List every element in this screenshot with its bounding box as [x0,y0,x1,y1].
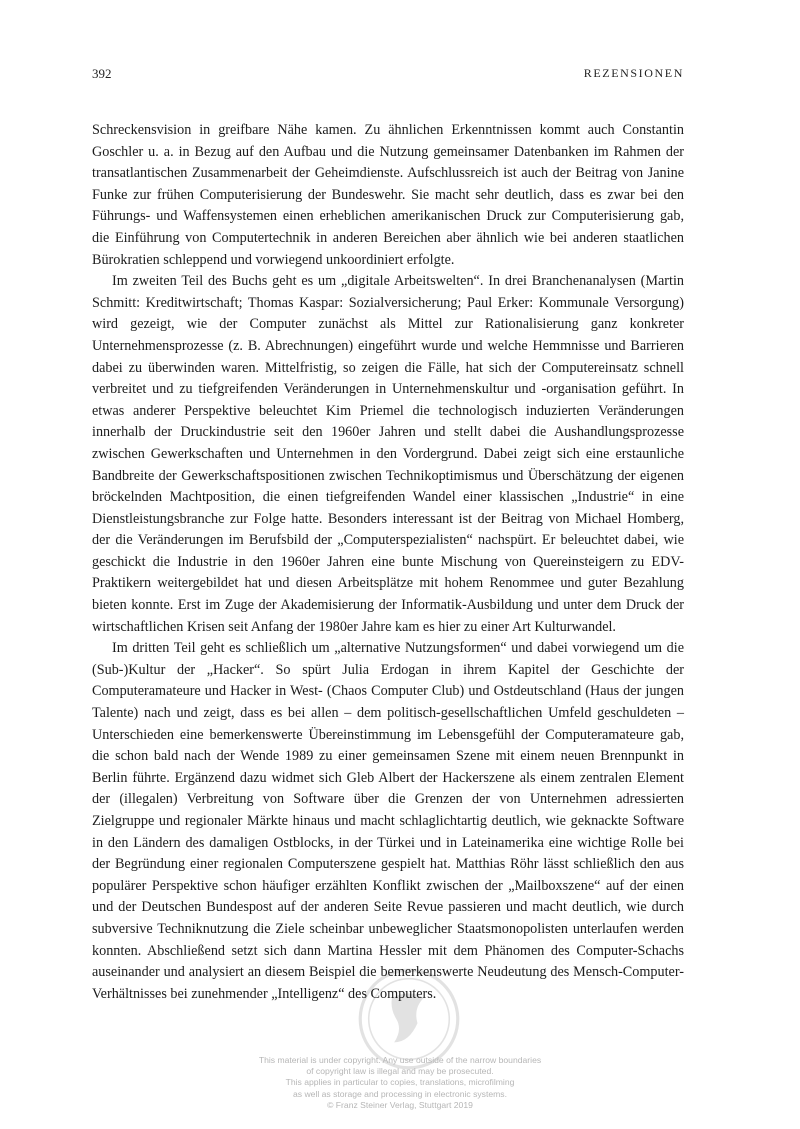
copyright-line: © Franz Steiner Verlag, Stuttgart 2019 [327,1099,473,1110]
page-number: 392 [92,66,112,81]
paragraph-3: Im dritten Teil geht es schließlich um „alternative Nutzungsformen“ und dabei vorwiegend um die (Sub-)Kultur der „Hacker“. So spürt Julia Erdogan in ihrem Kapitel der Geschichte der Computeramateure und Hacker in West- (Chaos Computer Club) und Ostdeutschland (Haus der jungen Talente) nach und zeigt, dass es bei allen – dem politisch-gesellschaftlichen Umfeld geschuldeten – Unterschieden eine bemerkenswerte Übereinstimmung im Lebensgefühl der Computeramateure gab, die schon bald nach der Wende 1989 zu einer gemeinsamen Szene mit einem neuen Brennpunkt in Berlin führte. Ergänzend dazu widmet sich Gleb Albert der Hackerszene als einem zentralen Element der (illegalen) Verbreitung von Software über die Grenzen der von Unternehmen adressierten Zielgruppe und regionaler Märkte hinaus und macht schlaglichtartig deutlich, wie geknackte Software in den Ländern des damaligen Ostblocks, in der Türkei und in Lateinamerika eine wichtige Rolle bei der Begründung einer regionalen Computerszene gespielt hat. Matthias Röhr lässt schließlich den aus populärer Perspektive schon häufiger erzählten Konflikt zwischen der „Mailboxszene“ auf der einen und der Deutschen Bundespost auf der anderen Seite Revue passieren und macht deutlich, wie durch subversive Techniknutzung die Ziele scheinbar unbeweglicher Staatsmonopolisten unterlaufen werden konnten. Abschließend setzt sich dann Martina Hessler mit dem Phänomen des Computer-Schachs auseinander und analysiert an diesem Beispiel die bemerkenswerte Neudeutung des Mensch-Computer-Verhältnisses bei zunehmender „Intelligenz“ des Computers. [92,640,684,1002]
copyright-notice [180,1055,620,1111]
paragraph-2: Im zweiten Teil des Buchs geht es um „digitale Arbeitswelten“. In drei Branchenanalysen (Martin Schmitt: Kreditwirtschaft; Thomas Kaspar: Sozialversicherung; Paul Erker: Kommunale Versorgung) wird gezeigt, wie der Computer zunächst als Mittel zur Rationalisierung ganz konkreter Unternehmensprozesse (z. B. Abrechnungen) eingeführt wurde und welche Hemmnisse und Barrieren dabei zu überwinden waren. Mittelfristig, so zeigen die Fälle, hat sich der Computereinsatz schnell verbreitet und zu tiefgreifenden Veränderungen in Unternehmenskultur und -organisation geführt. In etwas anderer Perspektive beleuchtet Kim Priemel die technologisch induzierten Veränderungen innerhalb der Druckindustrie seit den 1960er Jahren und stellt dabei die Aushandlungsprozesse zwischen Gewerkschaften und Unternehmen in den Vordergrund. Dabei zeigt sich eine erstaunliche Bandbreite der Gewerkschaftspositionen zwischen Technikoptimismus und Überschätzung der eigenen bröckelnden Machtposition, die einen tiefgreifenden Wandel einer klassischen „Industrie“ in eine Dienstleistungsbranche zur Folge hatte. Besonders interessant ist der Beitrag von Michael Homberg, der die Veränderungen im Berufsbild der „Computerspezialisten“ nachspürt. Er beleuchtet dabei, wie geschickt die Industrie in den 1960er Jahren eine bunte Mischung von Quereinsteigern zu EDV-Praktikern weitergebildet hat und diesen Arbeitsplätze mit hohem Renommee und guter Bezahlung bieten konnte. Erst im Zuge der Akademisierung der Informatik-Ausbildung und unter dem Druck der wirtschaftlichen Krisen seit Anfang der 1980er Jahre kam es hier zu einer Art Kulturwandel. [92,273,684,635]
copyright-line: This applies in particular to copies, translations, microfilming [285,1077,515,1088]
section-title: REZENSIONEN [583,66,684,80]
copyright-line: This material is under copyright. Any use outside of the narrow boundaries [258,1055,542,1065]
paragraph-1: Schreckensvision in greifbare Nähe kamen. Zu ähnlichen Erkenntnissen kommt auch Constantin Goschler u. a. in Bezug auf den Aufbau und die Nutzung gemeinsamer Datenbanken im Rahmen der transatlantischen Zusammenarbeit der Geheimdienste. Aufschlussreich ist auch der Beitrag von Janine Funke zur frühen Computerisierung der Bundeswehr. Sie macht sehr deutlich, dass es zwar bei den Führungs- und Waffensystemen einen erheblichen amerikanischen Druck zur Computerisierung gab, die Einführung von Computertechnik in anderen Bereichen aber ähnlich wie bei anderen staatlichen Bürokratien schleppend und vorwiegend unkoordiniert erfolgte. [92,122,684,268]
copyright-line: as well as storage and processing in electronic systems. [293,1088,507,1099]
running-head [92,66,684,84]
copyright-line: of copyright law is illegal and may be prosecuted. [306,1066,494,1077]
body-text [92,120,684,1005]
